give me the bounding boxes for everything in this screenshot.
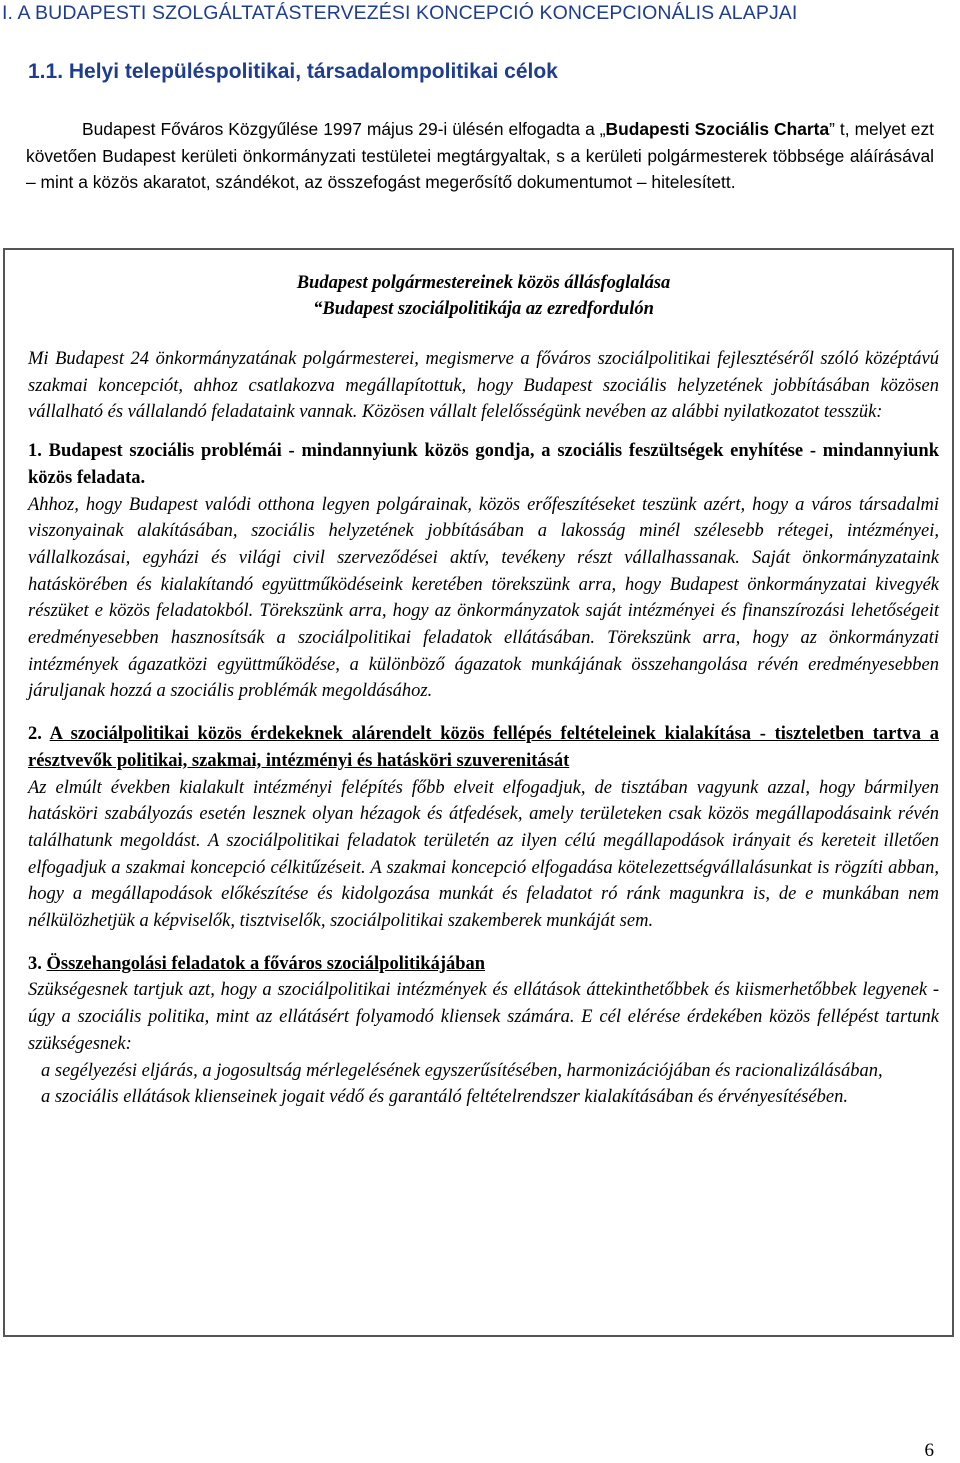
- point3-list-item-2: a szociális ellátások klienseinek jogait védő és garantáló feltételrendszer kialakításában és érvényesítésében.: [41, 1087, 848, 1108]
- statement-content: [28, 270, 939, 1111]
- intro-text-end: ” t, melyet ezt követően Budapest kerületi önkormányzati testületei megtárgyaltak, s a kerületi polgármesterek többsége aláírásával – mint a közös akaratot, szándékot, az összefogást megerősítő dokumentumot – hitelesített.: [26, 119, 934, 192]
- point2-heading-block: [28, 721, 939, 774]
- point1-heading: 1. Budapest szociális problémái - mindannyiunk közös gondja, a szociális feszültségek enyhítése - mindannyiunk közös feladata.: [28, 441, 939, 488]
- intro-text-start: Budapest Főváros Közgyűlése 1997 május 29-i ülésén elfogadta a „: [82, 119, 606, 139]
- statement-preamble: Mi Budapest 24 önkormányzatának polgármesterei, megismerve a főváros szociálpolitikai fejlesztéséről szóló középtávú szakmai koncepciót, ahhoz csatlakozva megállapítottuk, hogy Budapest szociális helyzetének jobbításában közösen vállalható és vállalandó feladataink vannak. Közösen vállalt felelősségünk nevében az alábbi nyilatkozatot tesszük:: [28, 349, 939, 423]
- statement-title: Budapest polgármestereinek közös állásfoglalása: [296, 273, 671, 293]
- point2-text: Az elmúlt években kialakult intézményi felépítés főbb elveit elfogadjuk, de tisztában vagyunk azzal, hogy bármilyen hatásköri szabályozás esetén lesznek olyan hézagok és átfedések, amely területeken csak közös megállapodásaink révén találhatunk megoldást. A szociálpolitikai feladatok területén az ilyen célú megállapodások irányait és kereteit illetően elfogadjuk a szakmai koncepció célkitűzéseit. A szakmai koncepció elfogadása kötelezettségvállalásunkat is rögzíti abban, hogy a megállapodások előkészítése és kidolgozása munkát és feladatot ró ránk magunkra is, de e munkában nem nélkülözhetjük a képviselők, tisztviselők, szociálpolitikai szakemberek munkáját sem.: [28, 777, 939, 932]
- chapter-heading: I. A BUDAPESTI SZOLGÁLTATÁSTERVEZÉSI KONCEPCIÓ KONCEPCIONÁLIS ALAPJAI: [2, 2, 798, 24]
- statement-subtitle: “Budapest szociálpolitikája az ezredfordulón: [313, 299, 654, 319]
- point3-heading-block: [28, 951, 939, 978]
- point3-list-item-1: a segélyezési eljárás, a jogosultság mérlegelésének egyszerűsítésében, harmonizációjában és racionalizálásában,: [41, 1060, 883, 1081]
- page-number: 6: [924, 1440, 934, 1461]
- charta-name: Budapesti Szociális Charta: [605, 119, 830, 139]
- section-heading: 1.1. Helyi településpolitikai, társadalompolitikai célok: [28, 60, 558, 83]
- point2-heading: A szociálpolitikai közös érdekeknek alárendelt közös fellépés feltételeinek kialakítása - tiszteletben tartva a résztvevők politikai, szakmai, intézményi és hatásköri szuverenitását: [28, 724, 939, 771]
- intro-paragraph: [26, 116, 934, 196]
- point3-heading: Összehangolási feladatok a főváros szociálpolitikájában: [46, 953, 486, 974]
- point2-number: 2.: [28, 724, 50, 745]
- point3-text: Szükségesnek tartjuk azt, hogy a szociálpolitikai intézmények és ellátások áttekinthetőbbek és kiismerhetőbbek legyenek - úgy a szociális politika, mint az ellátásért folyamodó kliensek számára. E cél elérése érdekében közös fellépést tartunk szükségesnek:: [28, 980, 939, 1054]
- point3-number: 3.: [28, 953, 47, 974]
- statement-box: [3, 248, 954, 1337]
- point1-text: Ahhoz, hogy Budapest valódi otthona legyen polgárainak, közös erőfeszítéseket teszünk azért, hogy a város társadalmi viszonyainak alakításában, szociális helyzetének jobbításában a lakosság minél szélesebb rétegei, intézményei, vállalkozásai, egyházi és világi civil szerveződései aktív, tevékeny részt vállalhassanak. Saját önkormányzataink hatáskörében és kialakítandó együttműködéseink keretében törekszünk arra, hogy Budapest önkormányzatai kivegyék részüket e közös feladatokból. Törekszünk arra, hogy az önkormányzatok saját intézményei és finanszírozási lehetőségeit eredményesebben hasznosítsák a szociálpolitikai feladatok ellátásában. Törekszünk arra, hogy az önkormányzati intézmények ágazatközi együttműködése, a különböző ágazatok munkájának összehangolása révén eredményesebben járuljanak hozzá a szociális problémák megoldásához.: [28, 494, 939, 702]
